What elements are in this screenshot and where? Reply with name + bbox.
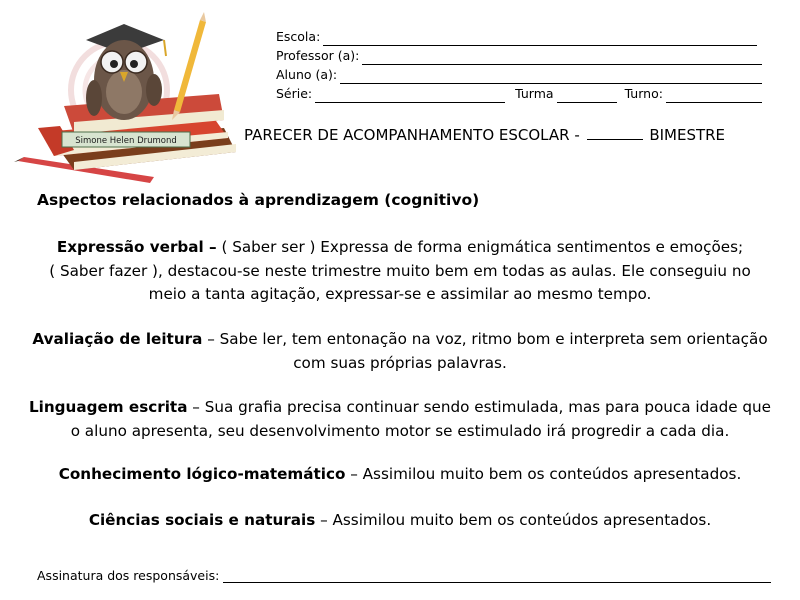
paragraph-avaliacao-leitura <box>28 328 772 375</box>
turma-field[interactable] <box>557 89 617 103</box>
aluno-field[interactable] <box>340 70 762 84</box>
signature-row <box>37 568 777 583</box>
paragraph-expressao-verbal <box>28 236 772 307</box>
header-illustration <box>14 10 244 190</box>
title-suffix: BIMESTRE <box>649 126 726 144</box>
owl-icon <box>86 24 166 120</box>
paragraph-line <box>28 236 772 260</box>
escola-field[interactable] <box>323 32 757 46</box>
book-label: Simone Helen Drumond <box>75 136 177 146</box>
paragraph-label: Conhecimento lógico-matemático <box>58 465 346 483</box>
paragraph-text: – Assimilou muito bem os conteúdos apresentados. <box>350 465 742 483</box>
paragraph-text: – Sua grafia precisa continuar sendo estimulada, mas para pouca idade que <box>192 398 772 416</box>
aluno-row <box>276 65 776 84</box>
paragraph-line <box>28 509 772 533</box>
header-fields <box>276 27 776 103</box>
section-heading: Aspectos relacionados à aprendizagem (cognitivo) <box>37 191 480 209</box>
escola-row <box>276 27 776 46</box>
professor-field[interactable] <box>362 51 762 65</box>
serie-field[interactable] <box>315 89 505 103</box>
paragraph-text: – Assimilou muito bem os conteúdos apresentados. <box>320 511 712 529</box>
signature-label: Assinatura dos responsáveis: <box>37 568 220 583</box>
paragraph-line: ( Saber fazer ), destacou-se neste trimestre muito bem em todas as aulas. Ele conseguiu no <box>49 261 751 280</box>
paragraph-linguagem-escrita <box>28 396 772 443</box>
aluno-label: Aluno (a): <box>276 67 338 82</box>
paragraph-conhecimento-logico <box>28 463 772 487</box>
paragraph-label: Avaliação de leitura <box>32 330 203 348</box>
paragraph-ciencias-sociais <box>28 509 772 533</box>
paragraph-label: Expressão verbal – <box>56 238 217 256</box>
turno-field[interactable] <box>666 89 762 103</box>
paragraph-label: Linguagem escrita <box>28 398 188 416</box>
paragraph-line: o aluno apresenta, seu desenvolvimento motor se estimulado irá progredir a cada dia. <box>70 421 730 440</box>
paragraph-line <box>28 328 772 352</box>
serie-row <box>276 84 776 103</box>
professor-label: Professor (a): <box>276 48 360 63</box>
bimestre-field[interactable] <box>587 125 643 140</box>
paragraph-label: Ciências sociais e naturais <box>88 511 316 529</box>
signature-field[interactable] <box>223 569 771 583</box>
paragraph-line: com suas próprias palavras. <box>293 353 507 372</box>
title-prefix: PARECER DE ACOMPANHAMENTO ESCOLAR - <box>244 126 580 144</box>
paragraph-text: – Sabe ler, tem entonação na voz, ritmo bom e interpreta sem orientação <box>207 330 768 348</box>
serie-label: Série: <box>276 86 313 101</box>
escola-label: Escola: <box>276 29 321 44</box>
turno-label: Turno: <box>624 86 663 101</box>
paragraph-text: ( Saber ser ) Expressa de forma enigmática sentimentos e emoções; <box>221 238 744 256</box>
paragraph-line <box>28 463 772 487</box>
paragraph-line: meio a tanta agitação, expressar-se e assimilar ao mesmo tempo. <box>148 285 652 303</box>
page-title <box>244 125 784 144</box>
paragraph-line <box>28 396 772 420</box>
professor-row <box>276 46 776 65</box>
turma-label: Turma <box>515 86 554 101</box>
